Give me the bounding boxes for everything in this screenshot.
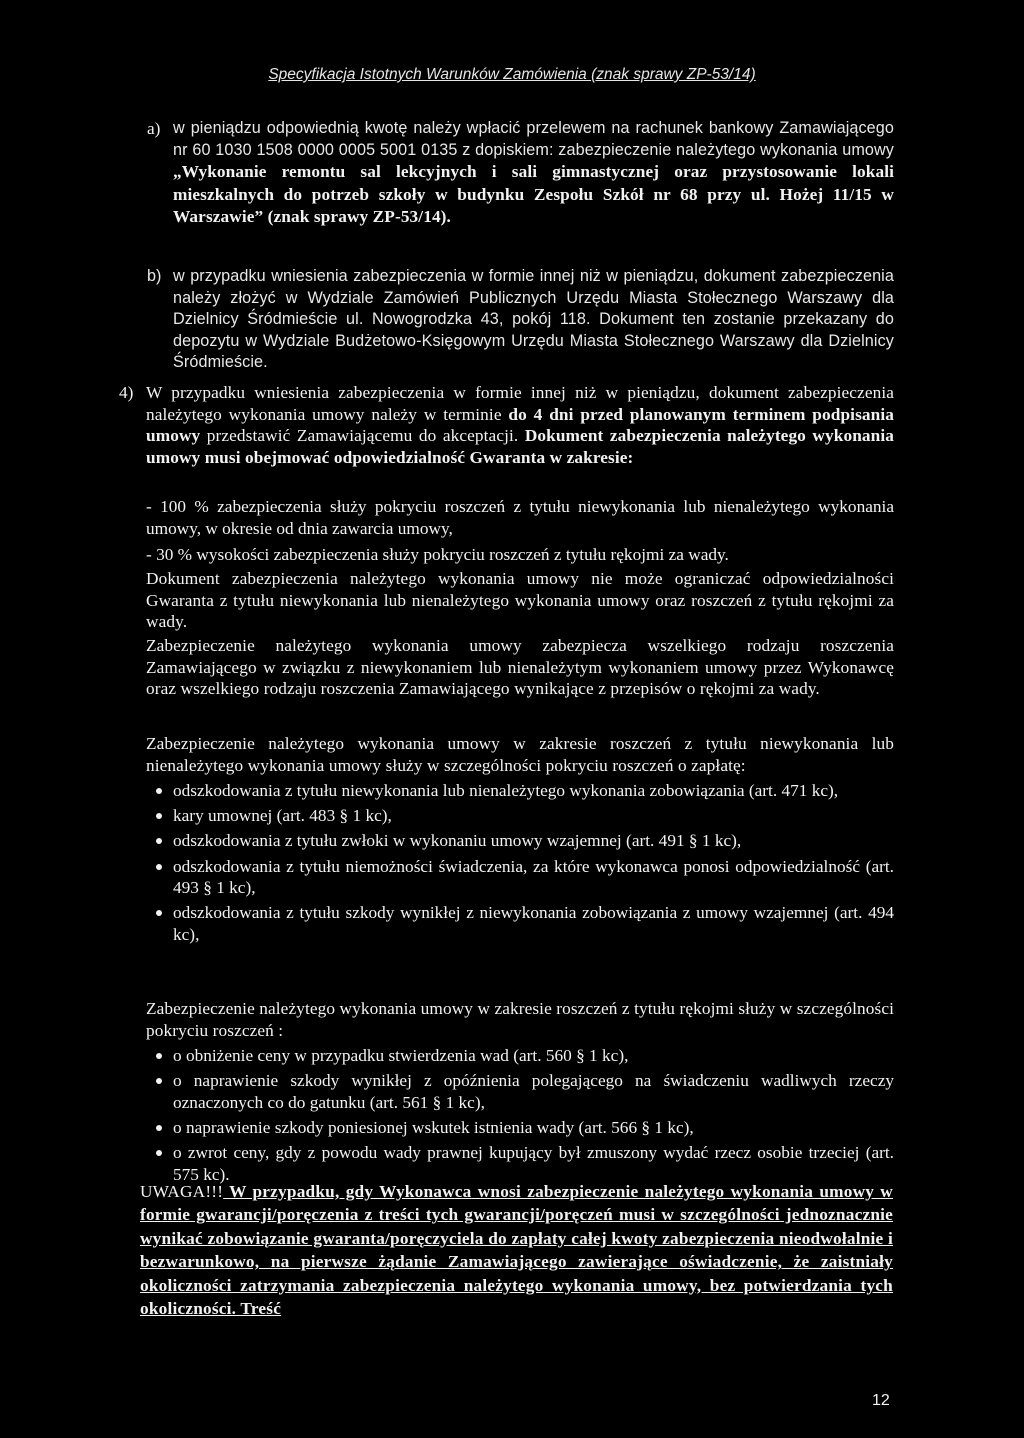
item-b-text: w przypadku wniesienia zabezpieczenia w formie innej niż w pieniądzu, dokument zabezpieczenia należy złożyć w Wydziale Zamówień Publicznych Urzędu Miasta Stołecznego Warszawy dla Dzielnicy Śródmieście ul. Nowogrodzka 43, pokój 118. Dokument ten zostanie przekazany do depozytu w Wydziale Budżetowo-Księgowym Urzędu Miasta Stołecznego Warszawy dla Dzielnicy Śródmieście. <box>173 267 894 372</box>
bullet-list-payment <box>156 780 894 949</box>
bullet-list-warranty <box>156 1045 894 1189</box>
dash-item-1-text: - 100 % zabezpieczenia służy pokryciu roszczeń z tytułu niewykonania lub nienależytego wykonania umowy, w okresie od dnia zawarcia umowy, <box>146 497 894 538</box>
paragraph-1: Dokument zabezpieczenia należytego wykonania umowy nie może ograniczać odpowiedzialności Gwaranta z tytułu niewykonania lub nienależytego wykonania umowy oraz roszczeń z tytułu rękojmi za wady. <box>146 569 894 632</box>
paragraph-3: Zabezpieczenie należytego wykonania umowy w zakresie roszczeń z tytułu niewykonania lub nienależytego wykonania umowy służy w szczególności pokryciu roszczeń o zapłatę: <box>146 734 894 775</box>
paragraph-4: Zabezpieczenie należytego wykonania umowy w zakresie roszczeń z tytułu rękojmi służy w szczególności pokryciu roszczeń : <box>146 999 894 1040</box>
list-item: odszkodowania z tytułu niewykonania lub nienależytego wykonania zobowiązania (art. 471 kc), <box>156 780 894 802</box>
warning-label: UWAGA!!! <box>140 1182 224 1201</box>
item-a-text <box>173 118 894 229</box>
warning-text: W przypadku, gdy Wykonawca wnosi zabezpieczenie należytego wykonania umowy w formie gwarancji/poręczenia z treści tych gwarancji/poręczeń musi w szczególności jednoznacznie wynikać zobowiązanie gwaranta/poręczyciela do zapłaty całej kwoty zabezpieczenia nieodwołalnie i bezwarunkowo, na pierwsze żądanie Zamawiającego zawierające oświadczenie, że zaistniały okoliczności zatrzymania zabezpieczenia należytego wykonania umowy, bez potwierdzania tych okoliczności. Treść <box>140 1182 893 1319</box>
list-item: o naprawienie szkody wynikłej z opóźnienia polegającego na świadczeniu wadliwych rzeczy oznaczonych co do gatunku (art. 561 § 1 kc), <box>156 1070 894 1113</box>
item-4-text-2: przedstawić Zamawiającemu do akceptacji. <box>200 426 525 446</box>
list-item: odszkodowania z tytułu szkody wynikłej z niewykonania zobowiązania z umowy wzajemnej (art. 494 kc), <box>156 902 894 945</box>
list-item: kary umownej (art. 483 § 1 kc), <box>156 805 894 827</box>
list-item: o naprawienie szkody poniesionej wskutek istnienia wady (art. 566 § 1 kc), <box>156 1117 894 1139</box>
page-header: Specyfikacja Istotnych Warunków Zamówienia (znak sprawy ZP-53/14) <box>268 66 756 83</box>
item-4-bold-1: do 4 dni przed planowanym terminem podpisania umowy <box>146 404 894 446</box>
dash-item-1 <box>146 496 894 539</box>
page-number: 12 <box>872 1392 890 1409</box>
list-item: o zwrot ceny, gdy z powodu wady prawnej kupujący był zmuszony wydać rzecz osobie trzeciej (art. 575 kc). <box>156 1142 894 1185</box>
item-4-intro <box>146 382 894 468</box>
item-4-bold-2: Dokument zabezpieczenia należytego wykonania umowy musi obejmować odpowiedzialność Gwaranta w zakresie: <box>146 426 894 467</box>
list-item: odszkodowania z tytułu niemożności świadczenia, za które wykonawca ponosi odpowiedzialność (art. 493 § 1 kc), <box>156 856 894 899</box>
item-b-marker: b) <box>147 267 162 285</box>
list-item: odszkodowania z tytułu zwłoki w wykonaniu umowy wzajemnej (art. 491 § 1 kc), <box>156 830 894 852</box>
item-4-marker: 4) <box>119 383 134 402</box>
paragraph-2: Zabezpieczenie należytego wykonania umowy zabezpiecza wszelkiego rodzaju roszczenia Zamawiającego w związku z niewykonaniem lub nienależytym wykonaniem umowy przez Wykonawcę oraz wszelkiego rodzaju roszczenia Zamawiającego wynikające z przepisów o rękojmi za wady. <box>146 636 894 699</box>
item-4-text-1: W przypadku wniesienia zabezpieczenia w formie innej niż w pieniądzu, dokument zabezpieczenia należytego wykonania umowy należy w terminie <box>146 383 894 424</box>
list-item: o obniżenie ceny w przypadku stwierdzenia wad (art. 560 § 1 kc), <box>156 1045 894 1067</box>
warning-paragraph <box>140 1180 893 1320</box>
dash-item-2: - 30 % wysokości zabezpieczenia służy pokryciu roszczeń z tytułu rękojmi za wady. <box>146 545 729 564</box>
item-a-plain: w pieniądzu odpowiednią kwotę należy wpłacić przelewem na rachunek bankowy Zamawiającego nr 60 1030 1508 0000 0005 5001 0135 z dopiskiem: zabezpieczenie należytego wykonania umowy <box>173 119 894 159</box>
item-a-bold: „Wykonanie remontu sal lekcyjnych i sali gimnastycznej oraz przystosowanie lokali mieszkalnych do potrzeb szkoły w budynku Zespołu Szkół nr 68 przy ul. Hożej 11/15 w Warszawie” (znak sprawy ZP-53/14). <box>173 162 894 227</box>
item-a-marker: a) <box>147 119 161 138</box>
